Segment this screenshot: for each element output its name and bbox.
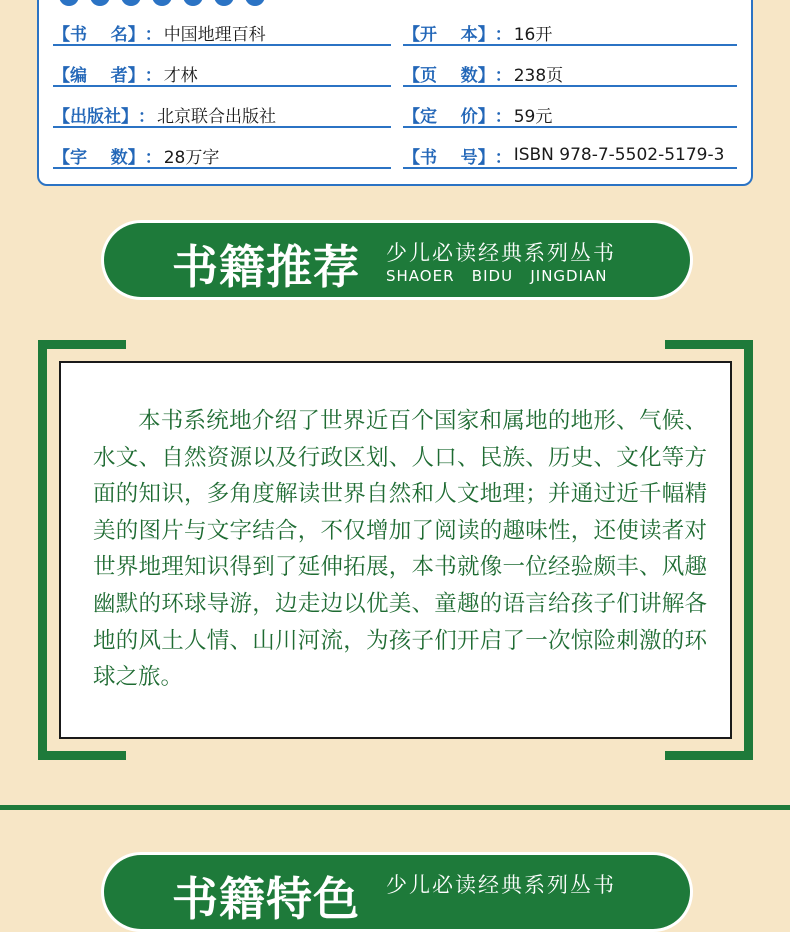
banner-subtitle-en: SHAOER BIDU JINGDIAN xyxy=(386,267,608,285)
info-label: 页 数 xyxy=(420,65,478,86)
info-label: 编 者 xyxy=(70,65,128,86)
bracket: 【 xyxy=(403,147,420,168)
info-label: 字 数 xyxy=(70,147,128,168)
frame-corner-top-right xyxy=(665,340,753,349)
bracket: 【 xyxy=(403,65,420,86)
info-row-price xyxy=(403,102,737,128)
info-row-title xyxy=(53,20,391,46)
info-row-isbn xyxy=(403,143,737,169)
bracket: 】 xyxy=(127,24,145,45)
frame-corner-bottom-right xyxy=(665,751,753,760)
separator: ： xyxy=(144,147,162,168)
banner-title: 书籍推荐 xyxy=(172,240,360,294)
bracket: 】 xyxy=(127,65,145,86)
banner-pill xyxy=(104,223,690,297)
info-label: 书 名 xyxy=(70,24,128,45)
binding-dot xyxy=(183,0,203,6)
card-binding-dots xyxy=(59,0,265,6)
info-label: 开 本 xyxy=(420,24,478,45)
bracket: 【 xyxy=(53,147,70,168)
banner-subtitle-cn: 少儿必读经典系列丛书 xyxy=(386,873,616,897)
frame-corner-top-left xyxy=(38,340,126,349)
bracket: 【 xyxy=(403,106,420,127)
separator: ： xyxy=(144,65,162,86)
bracket: 【 xyxy=(403,24,420,45)
info-row-editor xyxy=(53,61,391,87)
separator: ： xyxy=(494,147,512,168)
bracket: 【 xyxy=(53,65,70,86)
bracket: 】 xyxy=(121,106,138,127)
info-row-format xyxy=(403,20,737,46)
banner-subtitle-cn: 少儿必读经典系列丛书 xyxy=(386,241,616,265)
frame-right-bar xyxy=(744,340,753,760)
info-label: 定 价 xyxy=(420,106,478,127)
bracket: 【 xyxy=(53,24,70,45)
frame-corner-bottom-left xyxy=(38,751,126,760)
bracket: 】 xyxy=(127,147,145,168)
info-row-pages xyxy=(403,61,737,87)
banner-title: 书籍特色 xyxy=(172,872,360,926)
info-label: 书 号 xyxy=(420,147,478,168)
info-value: 28万字 xyxy=(163,147,220,168)
description-box xyxy=(59,361,732,739)
info-value: 238页 xyxy=(513,65,564,86)
bracket: 【 xyxy=(53,106,70,127)
info-row-publisher xyxy=(53,102,391,128)
book-info-card xyxy=(37,0,753,186)
separator: ： xyxy=(494,24,512,45)
separator: ： xyxy=(138,106,155,127)
description-text: 本书系统地介绍了世界近百个国家和属地的地形、气候、水文、自然资源以及行政区划、人口、民族、历史、文化等方面的知识，多角度解读世界自然和人文地理；并通过近千幅精美的图片与文字结合，不仅增加了阅读的趣味性，还使读者对世界地理知识得到了延伸拓展，本书就像一位经验颇丰、风趣幽默的环球导游，边走边以优美、童趣的语言给孩子们讲解各地的风土人情、山川河流，为孩子们开启了一次惊险刺激的环球之旅。 xyxy=(93,408,707,691)
binding-dot xyxy=(90,0,110,6)
bracket: 】 xyxy=(477,65,495,86)
info-value: 16开 xyxy=(513,24,553,45)
section-divider xyxy=(0,805,790,810)
info-value: 59元 xyxy=(513,106,553,127)
section-banner-features xyxy=(101,852,693,932)
bracket: 】 xyxy=(477,147,495,168)
binding-dot xyxy=(214,0,234,6)
description-frame xyxy=(38,340,753,760)
binding-dot xyxy=(152,0,172,6)
section-banner-recommend xyxy=(101,220,693,300)
binding-dot xyxy=(121,0,141,6)
info-value: 北京联合出版社 xyxy=(157,106,276,127)
info-value: 才林 xyxy=(163,65,198,86)
separator: ： xyxy=(494,106,512,127)
banner-pill xyxy=(104,855,690,929)
info-value: ISBN 978-7-5502-5179-3 xyxy=(513,145,725,165)
separator: ： xyxy=(494,65,512,86)
separator: ： xyxy=(144,24,162,45)
info-value: 中国地理百科 xyxy=(163,24,266,45)
bracket: 】 xyxy=(477,106,495,127)
info-row-wordcount xyxy=(53,143,391,169)
info-label: 出版社 xyxy=(70,106,121,127)
binding-dot xyxy=(245,0,265,6)
frame-left-bar xyxy=(38,340,47,760)
binding-dot xyxy=(59,0,79,6)
bracket: 】 xyxy=(477,24,495,45)
